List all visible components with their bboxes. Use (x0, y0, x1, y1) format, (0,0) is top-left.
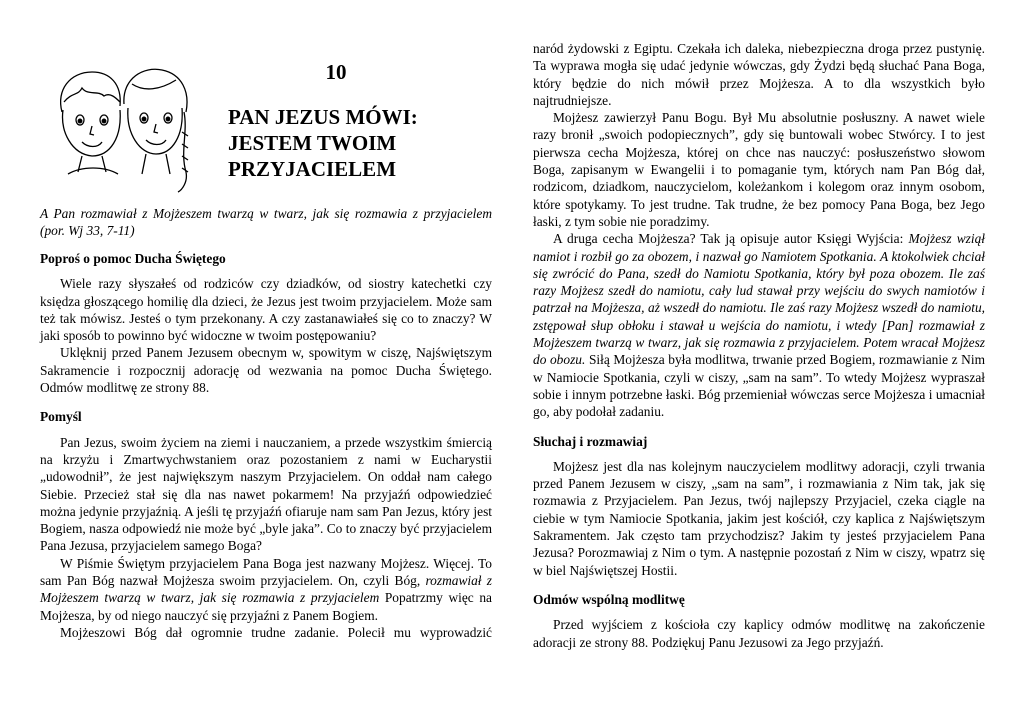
paragraph: Wiele razy słyszałeś od rodziców czy dziadków, od siostry katechetki czy księdza głoszącego homilię dla dzieci, że Jezus jest twoim przyjacielem. Może sam też tak mówisz. Jesteś o tym przekonany. A czy zastanawiałeś się co to znaczy? W jaki sposób to powinno być widoczne w twoim postępowaniu? (40, 276, 492, 344)
italic-quote: Mojżesz wziął namiot i rozbił go za obozem, i nazwał go Namiotem Spotkania. A ktokolwiek chciał się zwrócić do Pana, szedł do Namiotu Spotkania, który był poza obozem. Ile zaś razy Mojżesz szedł do namiotu, cały lud stawał przy wejściu do swych namiotów i patrzał na Mojżesza, aż wszedł do namiotu. Ile zaś razy Mojżesz wszedł do namiotu, zstępował słup obłoku i stawał u wejścia do namiotu, i wtedy [Pan] rozmawiał z Mojżeszem twarzą w twarz, jak się rozmawia z przyjacielem. Potem wracał Mojżesz do obozu. (533, 231, 985, 368)
chapter-title-line: PAN JEZUS MÓWI: (228, 105, 418, 129)
section-heading: Pomyśl (40, 409, 82, 425)
text-run: A druga cecha Mojżesza? Tak ją opisuje autor Księgi Wyjścia: (553, 231, 909, 247)
intro-quote: A Pan rozmawiał z Mojżeszem twarzą w twarz, jak się rozmawia z przyjacielem (por. Wj 33, 7-11) (40, 206, 492, 239)
right-column (533, 40, 985, 651)
italic-quote: rozmawiał z Mojżeszem twarzą w twarz, jak się rozmawia z przyjacielem (40, 573, 492, 606)
section-heading: Słuchaj i rozmawiaj (533, 433, 648, 449)
paragraph: Pan Jezus, swoim życiem na ziemi i nauczaniem, a przede wszystkim śmiercią na krzyżu i Zmartwychwstaniem oraz pozostaniem z nami w Eucharystii „udowodnił”, że jest największym naszym Przyjacielem. On oddał nam całego Siebie. Przecież stał się dla nas nawet pokarmem! Na przyjaźń odpowiedzieć można jedynie przyjaźnią. A jeśli tę przyjaźń ofiaruje nam sam Pan Jezus, który jest Bogiem, nasza odpowiedź nie może być „byle jaka”. Co to znaczy być przyjacielem Pana Jezusa, przyjacielem samego Boga? (40, 434, 492, 554)
paragraph (533, 230, 985, 420)
chapter-title-line: PRZYJACIELEM (228, 157, 397, 181)
section-heading: Poproś o pomoc Ducha Świętego (40, 251, 226, 266)
text-run: Siłą Mojżesza była modlitwa, trwanie przed Bogiem, rozmawianie z Nim w Namiocie Spotkania, czyli w ciszy, „sam na sam”. To wtedy Mojżesz wypraszał sobie i innym potrzebne łaski. Bóg przemieniał wówczas serce Mojżesza i umacniał go, aby podołał zadaniu. (533, 352, 985, 420)
paragraph (40, 555, 492, 624)
girl-drawing (124, 69, 188, 192)
paragraph: Mojżeszowi Bóg dał ogromnie trudne zadanie. Polecił mu wyprowadzić (60, 624, 492, 640)
paragraph: Uklęknij przed Panem Jezusem obecnym w, spowitym w ciszę, Najświętszym Sakramencie i rozpocznij adorację od wezwania na pomoc Ducha Świętego. Odmów modlitwę ze strony 88. (40, 345, 492, 396)
chapter-title (228, 104, 458, 182)
paragraph: Przed wyjściem z kościoła czy kaplicy odmów modlitwę na zakończenie adoracji ze strony 88. Podziękuj Panu Jezusowi za Jego przyjaźń. (533, 617, 985, 650)
text-run: Popatrzmy więc na Mojżesza, by od niego nauczyć się przyjaźni z Panem Bogiem. (40, 590, 492, 623)
left-column (40, 250, 492, 641)
chapter-title-line: JESTEM TWOIM (228, 131, 397, 155)
paragraph-continued: naród żydowski z Egiptu. Czekała ich daleka, niebezpieczna droga przez pustynię. Ta wyprawa mogła się udać jedynie wówczas, gdy Żydzi będą słuchać Pana Boga, który będzie do nich mówił przez Mojżesza. A to dla wszystkich było najtrudniejsze. (533, 41, 985, 108)
paragraph: Mojżesz jest dla nas kolejnym nauczycielem modlitwy adoracji, czyli trwania przed Panem Jezusem w ciszy, „sam na sam”, i rozmawiania z Nim tak, jak się rozmawia z Przyjacielem. Pan Jezus, twój najlepszy Przyjaciel, czeka ciągle na ciebie w tym Namiocie Spotkania, jakim jest kościół, czy kaplica z Najświętszym Sakramentem. Jak często tam przychodzisz? Jakim ty jesteś przyjacielem Pana Jezusa? Porozmawiaj z Nim o tym. A następnie pozostań z Nim w ciszy, wpatrz się w biel Najświętszej Hostii. (533, 458, 985, 578)
chapter-number: 10 (325, 60, 347, 84)
text-run: W Piśmie Świętym przyjacielem Pana Boga jest nazwany Mojżesz. Więcej. To sam Pan Bóg nazwał Mojżesza swoim przyjacielem. On, czyli Bóg, (40, 555, 492, 589)
boy-drawing (61, 72, 121, 174)
paragraph: Mojżesz zawierzył Panu Bogu. Był Mu absolutnie posłuszny. A nawet wiele razy bronił „swoich podopiecznych”, gdy się buntowali wobec Stwórcy. I to jest pierwsza cecha Mojżesza, której on chce nas nauczyć: posłuszeństwo słowom Boga, zapisanym w Ewangelii i to pomaganie tym, których nam Pan Bóg dał, rodzicom, dziadkom, nauczycielom, koleżankom i kolegom oraz innym osobom, które spotykamy. To jest trudne. Tak trudne, że bez pomocy Pana Boga, bez Jego łaski, z tym sobie nie poradzimy. (533, 110, 985, 229)
section-heading: Odmów wspólną modlitwę (533, 591, 685, 607)
